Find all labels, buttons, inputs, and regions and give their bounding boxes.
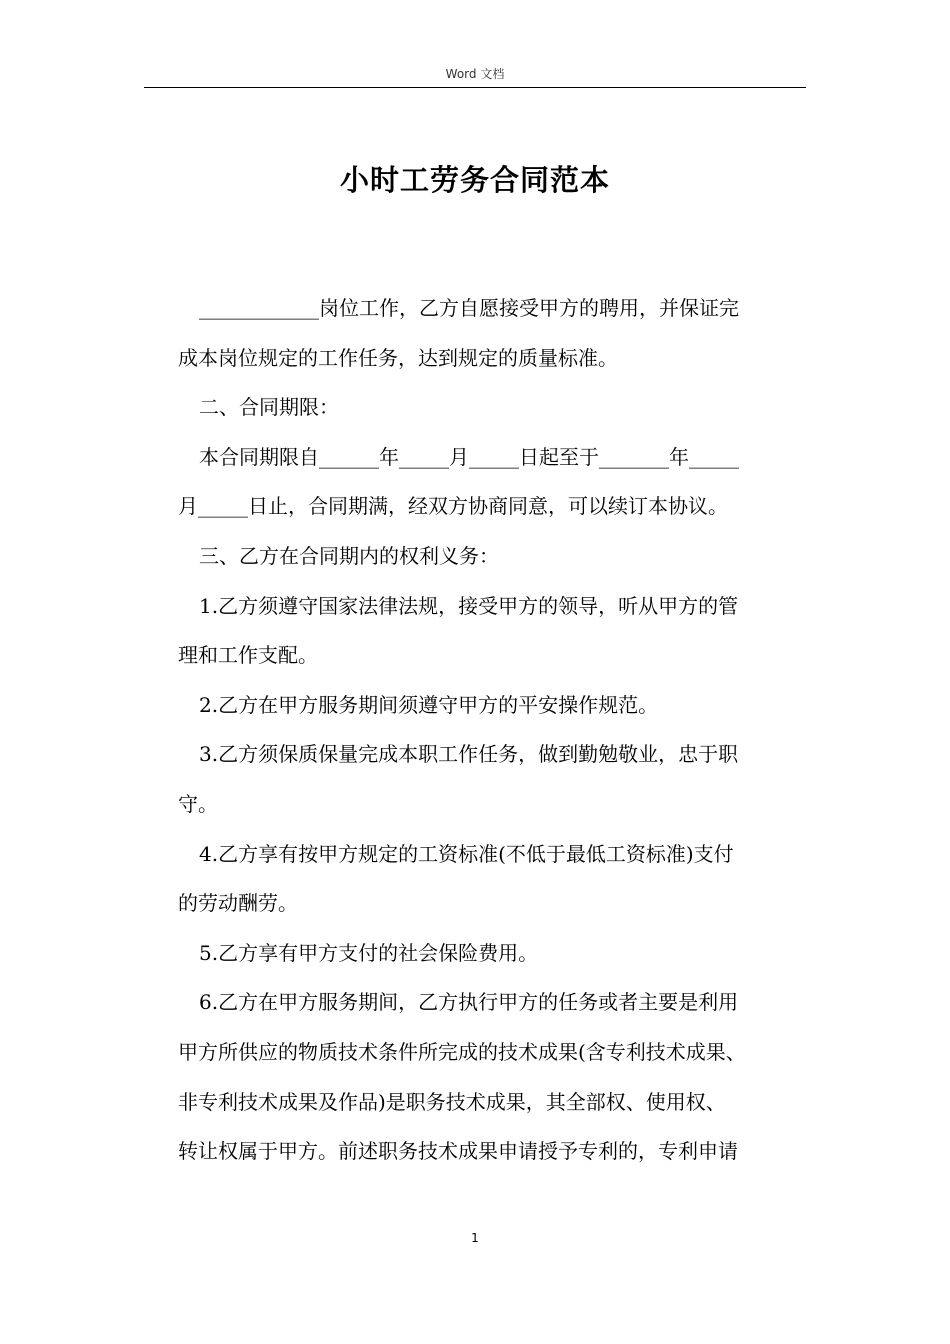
body-line: 月_____日止，合同期满，经双方协商同意，可以续订本协议。 — [178, 494, 728, 519]
list-item: 1.乙方须遵守国家法律法规，接受甲方的领导，听从甲方的管 — [199, 593, 739, 618]
body-line: 本合同期限自______年_____月_____日起至于_______年_____ — [199, 444, 739, 469]
list-item-continued: 的劳动酬劳。 — [178, 891, 298, 916]
body-line: 成本岗位规定的工作任务，达到规定的质量标准。 — [178, 345, 618, 370]
list-item: 2.乙方在甲方服务期间须遵守甲方的平安操作规范。 — [199, 692, 659, 717]
list-item: 4.乙方享有按甲方规定的工资标准(不低于最低工资标准)支付 — [199, 841, 734, 866]
section-heading: 三、乙方在合同期内的权利义务： — [199, 543, 499, 568]
list-item-continued: 甲方所供应的物质技术条件所完成的技术成果(含专利技术成果、 — [178, 1039, 746, 1064]
list-item-continued: 守。 — [178, 791, 218, 816]
list-item-continued: 理和工作支配。 — [178, 643, 318, 668]
document-body — [178, 284, 804, 1177]
list-item: 3.乙方须保质保量完成本职工作任务，做到勤勉敬业，忠于职 — [199, 742, 739, 767]
list-item: 6.乙方在甲方服务期间，乙方执行甲方的任务或者主要是利用 — [199, 990, 739, 1015]
document-title: 小时工劳务合同范本 — [339, 163, 610, 197]
page-number: 1 — [471, 1231, 479, 1245]
header-rule — [144, 87, 806, 88]
body-line: ____________岗位工作，乙方自愿接受甲方的聘用，并保证完 — [199, 296, 739, 320]
list-item-continued: 非专利技术成果及作品)是职务技术成果，其全部权、使用权、 — [178, 1089, 726, 1114]
page-header: Word 文档 — [445, 67, 505, 81]
section-heading: 二、合同期限： — [199, 395, 339, 420]
list-item: 5.乙方享有甲方支付的社会保险费用。 — [199, 940, 539, 965]
list-item-continued: 转让权属于甲方。前述职务技术成果申请授予专利的，专利申请 — [178, 1139, 738, 1164]
